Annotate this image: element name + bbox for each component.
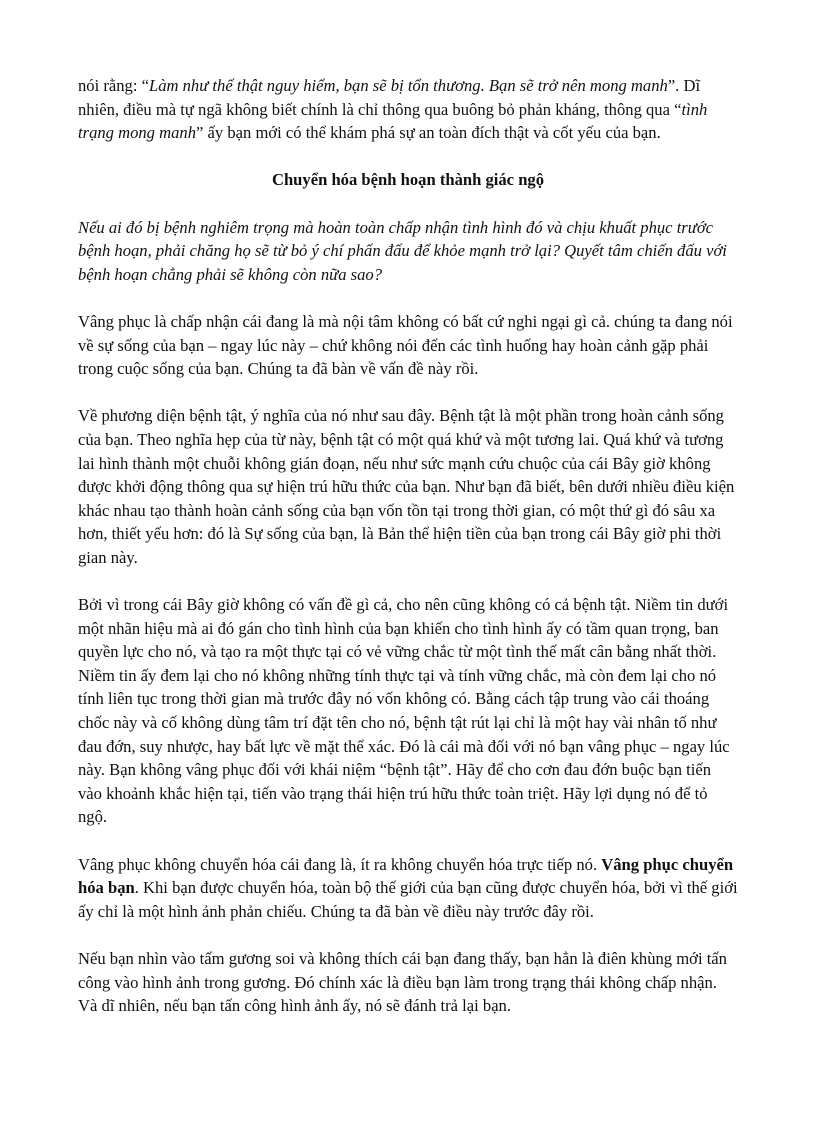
section-heading: Chuyển hóa bệnh hoạn thành giác ngộ xyxy=(271,170,545,190)
p5-text-c: . Khi bạn được chuyển hóa, toàn bộ thế giới của bạn cũng được chuyển hóa, bởi vì thế giới ấy chỉ là một hình ảnh phản chiếu. Chúng ta đã bàn về điều này trước đây rồi. xyxy=(78,878,738,921)
paragraph-mirror: Nếu bạn nhìn vào tấm gương soi và không thích cái bạn đang thấy, bạn hẳn là điên khùng mới tấn công vào hình ảnh trong gương. Đó chính xác là điều bạn làm trong trạng thái không chấp nhận. Và dĩ nhiên, nếu bạn tấn công hình ảnh ấy, nó sẽ đánh trả lại bạn. xyxy=(78,948,727,1016)
paragraph-continuation xyxy=(78,74,738,145)
paragraph-surrender: Vâng phục là chấp nhận cái đang là mà nội tâm không có bất cứ nghi ngại gì cả. chúng ta đang nói về sự sống của bạn – ngay lúc này – chứ không nói đến các tình huống hay hoàn cảnh gặp phải trong cuộc sống của bạn. Chúng ta đã bàn về vấn đề này rồi. xyxy=(78,311,733,379)
p1-italic-term: tình trạng mong manh xyxy=(78,99,708,143)
question-paragraph: Nếu ai đó bị bệnh nghiêm trọng mà hoàn toàn chấp nhận tình hình đó và chịu khuất phục trước bệnh hoạn, phải chăng họ sẽ từ bỏ ý chí phấn đấu để khỏe mạnh trở lại? Quyết tâm chiến đấu với bệnh hoạn chẳng phải sẽ không còn nữa sao? xyxy=(78,217,727,284)
p1-text-a: nói rằng: “ xyxy=(78,76,149,95)
document-page xyxy=(78,74,738,1041)
p5-bold-phrase: Vâng phục chuyển hóa bạn xyxy=(78,854,734,898)
p5-text-a: Vâng phục không chuyển hóa cái đang là, ít ra không chuyển hóa trực tiếp nó. xyxy=(78,854,602,874)
p1-italic-quote: Làm như thế thật nguy hiểm, bạn sẽ bị tổn thương. Bạn sẽ trở nên mong manh xyxy=(148,76,668,95)
p1-text-c: ”. Dĩ nhiên, điều mà tự ngã không biết chính là chỉ thông qua buông bỏ phản kháng, thông qua “ xyxy=(78,76,701,119)
p1-text-e: ” ấy bạn mới có thể khám phá sự an toàn đích thật và cốt yếu của bạn. xyxy=(196,123,661,143)
paragraph-now: Bởi vì trong cái Bây giờ không có vấn đề gì cả, cho nên cũng không có cả bệnh tật. Niềm tin dưới một nhãn hiệu mà ai đó gán cho tình hình của bạn khiến cho tình hình ấy có tầm quan trọng, ban quyền lực cho nó, và tạo ra một thực tại có vẻ vững chắc từ một tình thế mất cân bằng nhất thời. Niềm tin ấy đem lại cho nó không những tính thực tại và tính vững chắc, mà còn đem lại cho nó tính liên tục trong thời gian mà trước đây nó vốn không có. Bằng cách tập trung vào cái thoáng chốc này và cố không dùng tâm trí đặt tên cho nó, bệnh tật rút lại chỉ là một hay vài nhân tố như đau đớn, suy nhược, hay bất lực về mặt thể xác. Đó là cái mà đối với nó bạn vâng phục – ngay lúc này. Bạn không vâng phục đối với khái niệm “bệnh tật”. Hãy để cho cơn đau đớn buộc bạn tiến vào khoảnh khắc hiện tại, tiến vào trạng thái hiện trú hữu thức toàn triệt. Hãy lợi dụng nó để tỏ ngộ. xyxy=(78,595,730,827)
paragraph-transform xyxy=(78,853,738,924)
paragraph-illness: Về phương diện bệnh tật, ý nghĩa của nó như sau đây. Bệnh tật là một phần trong hoàn cảnh sống của bạn. Theo nghĩa hẹp của từ này, bệnh tật có một quá khứ và một tương lai. Quá khứ và tương lai hình thành một chuỗi không gián đoạn, nếu như sức mạnh cứu chuộc của cái Bây giờ không được khởi động thông qua sự hiện trú hữu thức của bạn. Như bạn đã biết, bên dưới nhiều điều kiện khác nhau tạo thành hoàn cảnh sống của bạn vốn tồn tại trong thời gian, có một thứ gì đó sâu xa hơn, thiết yếu hơn: đó là Sự sống của bạn, là Bản thể hiện tiền của bạn trong cái Bây giờ phi thời gian này. xyxy=(78,406,735,567)
